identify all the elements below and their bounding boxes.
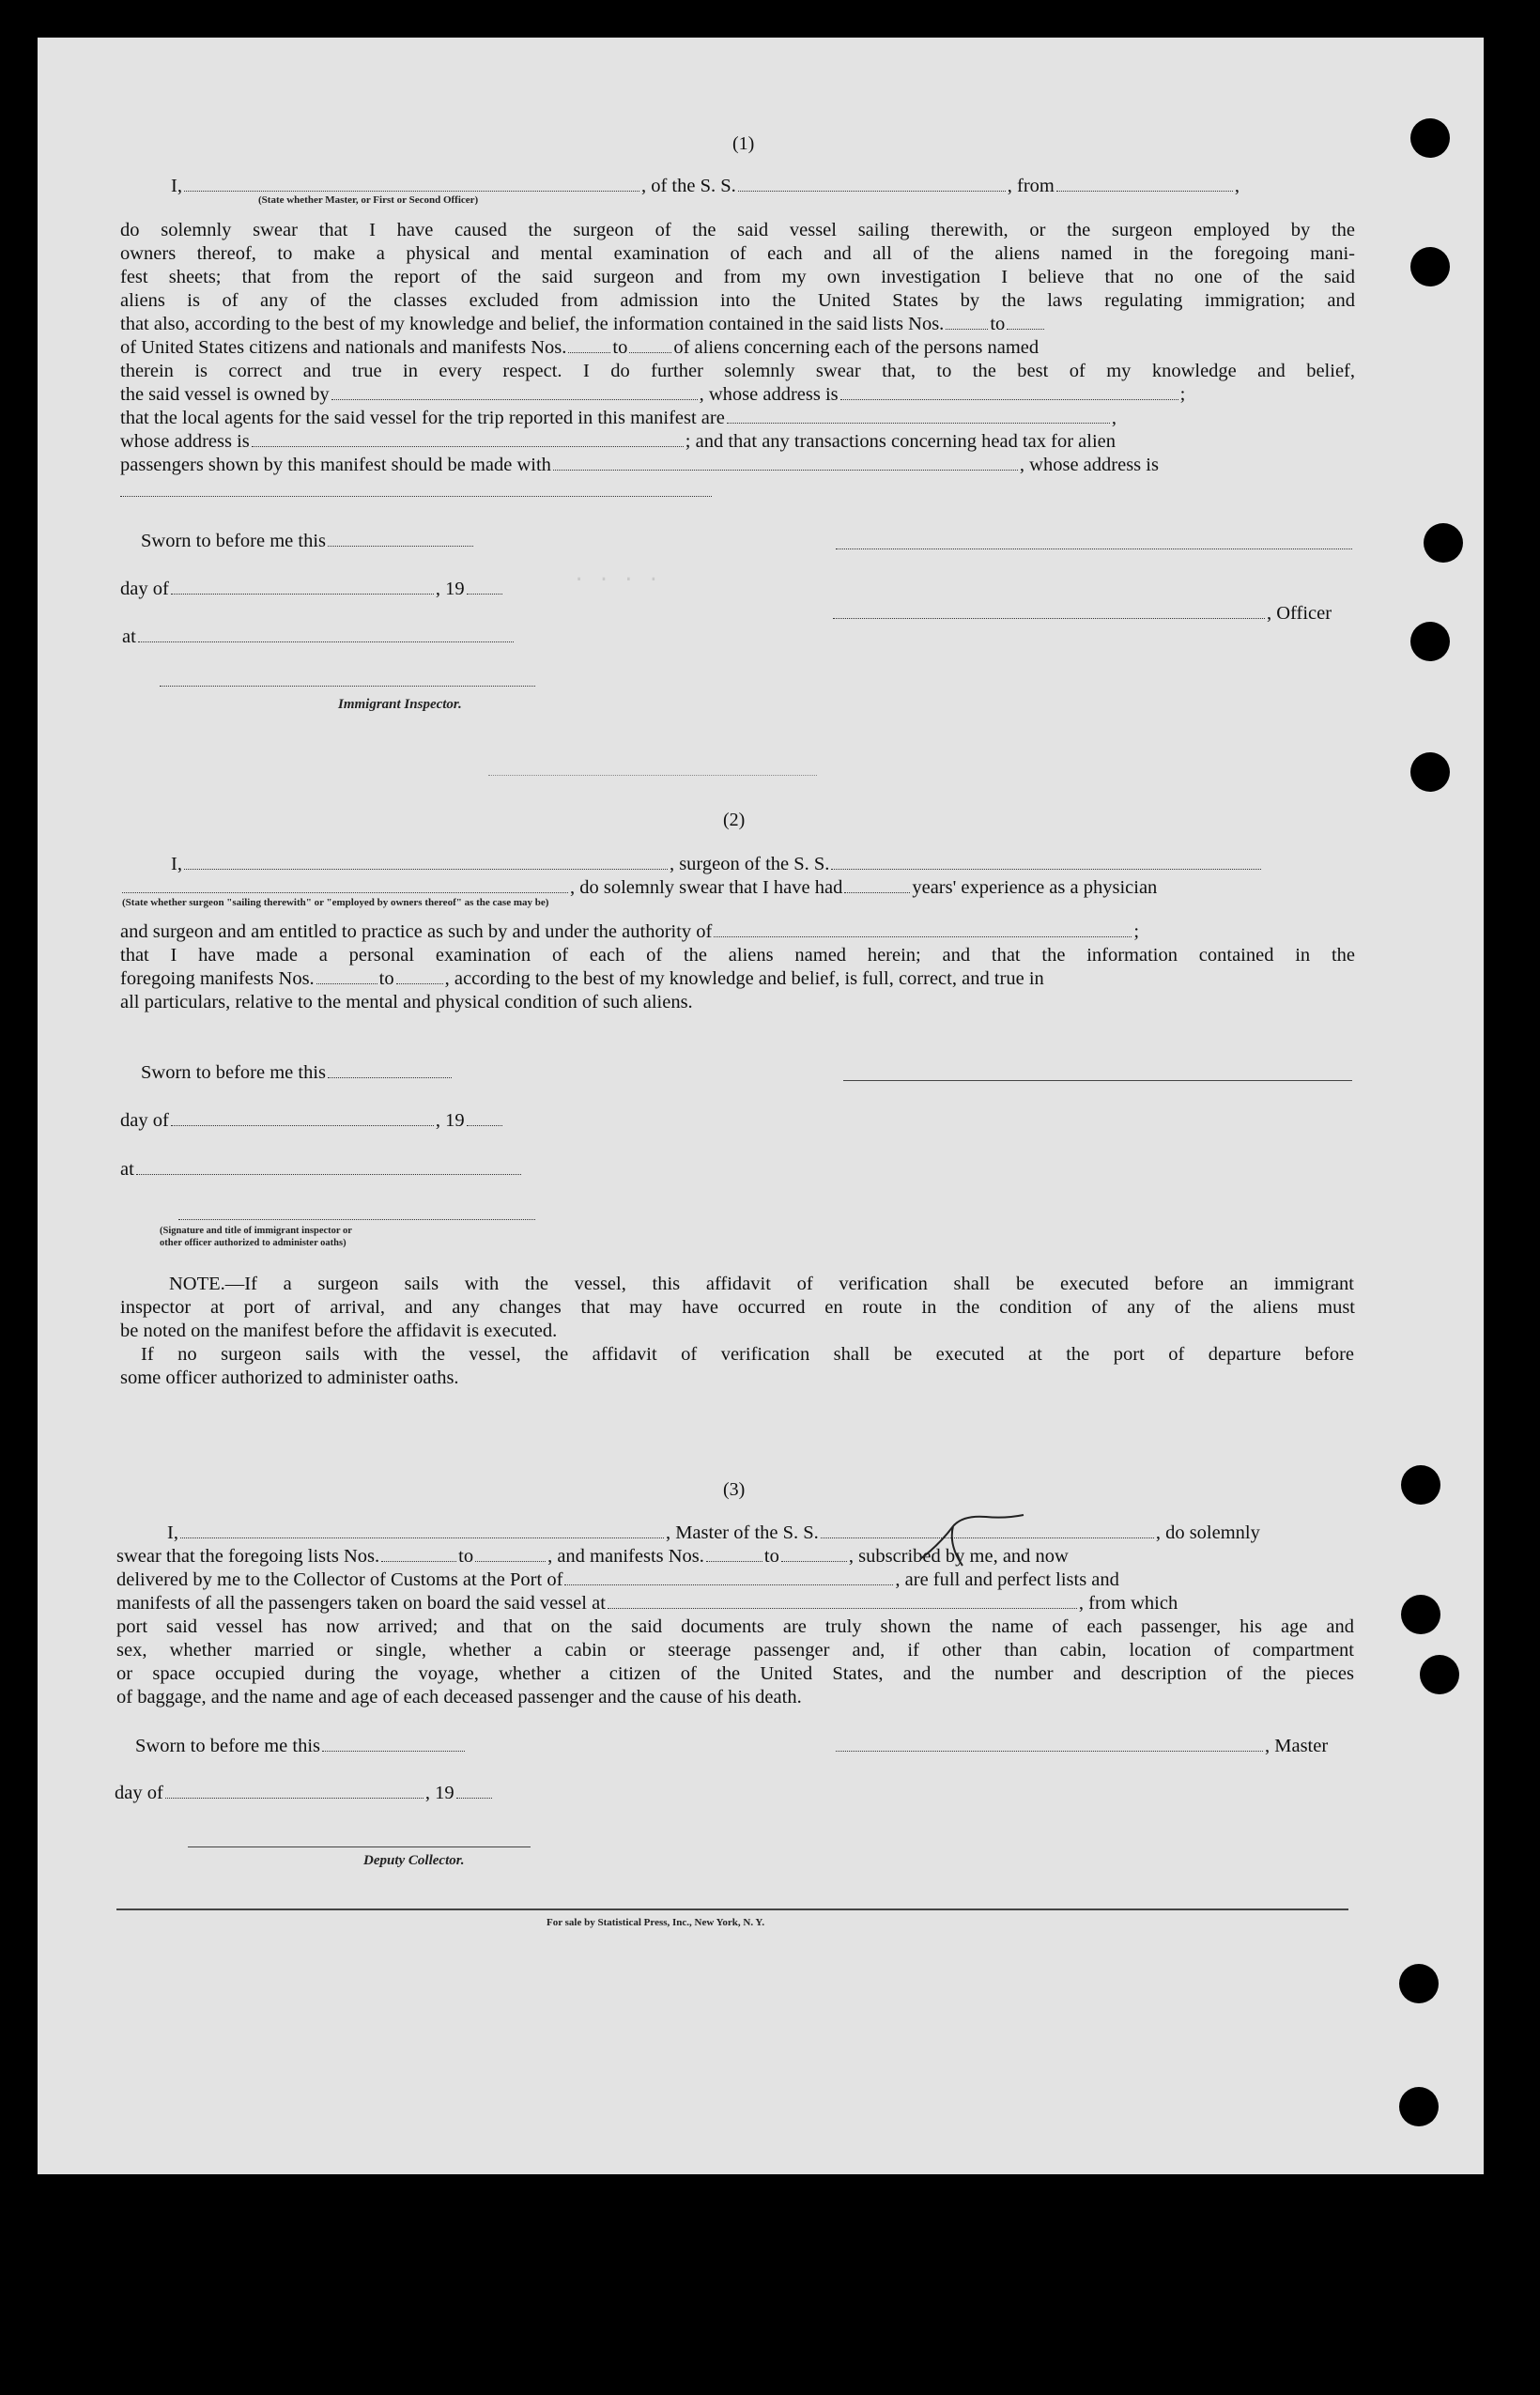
punch-hole <box>1410 247 1450 286</box>
s2-note-line: NOTE.—If a surgeon sails with the vessel, this affidavit of verification shall be executed before an immigrant <box>169 1274 1354 1294</box>
s1-whose-line: whose address is ; and that any transactions concerning head tax for alien <box>120 431 1116 452</box>
section-1-number: (1) <box>732 133 755 154</box>
s1-day: day of , 19 <box>120 578 504 600</box>
punch-hole <box>1399 2087 1439 2126</box>
s2-note-line: some officer authorized to administer oaths. <box>120 1367 459 1388</box>
footer-printer: For sale by Statistical Press, Inc., New York, N. Y. <box>547 1917 765 1928</box>
punch-hole <box>1401 1465 1440 1505</box>
s2-note-line: inspector at port of arrival, and any changes that may have occurred en route in the condition of any of the aliens must <box>120 1297 1355 1318</box>
s1-caption-officer: (State whether Master, or First or Second Officer) <box>258 194 479 206</box>
s2-para-line: all particulars, relative to the mental and physical condition of such aliens. <box>120 992 693 1012</box>
s1-para-line: therein is correct and true in every respect. I do further solemnly swear that, to the best of my knowledge and belief, <box>120 361 1355 381</box>
s2-manifests-line: foregoing manifests Nos. to , according to the best of my knowledge and belief, is full, correct, and true in <box>120 968 1044 989</box>
s3-sworn: Sworn to before me this <box>135 1735 467 1757</box>
s3-master: , Master <box>834 1735 1328 1757</box>
s3-line2: swear that the foregoing lists Nos. to , and manifests Nos. to , subscribed by me, and now <box>116 1546 1069 1567</box>
s2-authority-line: and surgeon and am entitled to practice as such by and under the authority of ; <box>120 921 1140 942</box>
s1-para-line: do solemnly swear that I have caused the surgeon of the said vessel sailing therewith, or the surgeon employed by the <box>120 220 1355 240</box>
punch-hole <box>1410 118 1450 158</box>
s3-para-line: or space occupied during the voyage, whether a citizen of the United States, and the number and description of the pieces <box>116 1663 1354 1684</box>
s3-deputy-collector: Deputy Collector. <box>363 1853 465 1868</box>
s1-line1: I, , of the S. S. , from , <box>171 176 1240 196</box>
s1-agents-line: that the local agents for the said vessel for the trip reported in this manifest are , <box>120 408 1116 428</box>
punch-hole <box>1424 523 1463 563</box>
s1-manifests-line: of United States citizens and nationals and manifests Nos. to of aliens concerning each of the persons named <box>120 337 1040 358</box>
punch-hole <box>1401 1595 1440 1634</box>
s2-para-line: that I have made a personal examination of each of the aliens named herein; and that the information contained in the <box>120 945 1355 966</box>
s3-day: day of , 19 <box>115 1782 494 1804</box>
s1-at: at <box>122 626 516 648</box>
s2-note-line: If no surgeon sails with the vessel, the affidavit of verification shall be executed at the port of departure before <box>141 1344 1354 1365</box>
s2-line1: I, , surgeon of the S. S. <box>171 853 1263 875</box>
punch-hole <box>1399 1964 1439 2003</box>
s2-line2: , do solemnly swear that I have had years' experience as a physician <box>120 876 1157 899</box>
s2-at: at <box>120 1158 523 1181</box>
s1-lists-line: that also, according to the best of my knowledge and belief, the information contained in the said lists Nos. to <box>120 313 1046 335</box>
punch-hole <box>1410 752 1450 792</box>
s2-caption: (State whether surgeon "sailing therewith" or "employed by owners thereof" as the case may be) <box>122 897 549 908</box>
s3-para-line: of baggage, and the name and age of each deceased passenger and the cause of his death. <box>116 1687 802 1707</box>
s1-para-line: owners thereof, to make a physical and mental examination of each and all of the aliens named in the foregoing mani- <box>120 243 1355 264</box>
s3-para-line: sex, whether married or single, whether a cabin or steerage passenger and, if other than cabin, location of compartment <box>116 1640 1354 1661</box>
s1-para-line: aliens is of any of the classes excluded from admission into the United States by the laws regulating immigration; and <box>120 290 1355 311</box>
s1-officer: , Officer <box>831 602 1332 625</box>
s3-para-line: port said vessel has now arrived; and that on the said documents are truly shown the name of each passenger, his age and <box>116 1616 1354 1637</box>
s1-para-line: fest sheets; that from the report of the said surgeon and from my own investigation I believe that no one of the said <box>120 267 1355 287</box>
s2-sworn: Sworn to before me this <box>141 1061 454 1084</box>
s2-sig-caption: other officer authorized to administer oaths) <box>160 1238 346 1248</box>
s1-owned-line: the said vessel is owned by , whose address is ; <box>120 384 1186 405</box>
s2-day: day of , 19 <box>120 1109 504 1132</box>
punch-hole <box>1420 1655 1459 1694</box>
s1-sworn: Sworn to before me this <box>141 530 475 552</box>
pen-scribble <box>911 1507 1033 1573</box>
section-3-number: (3) <box>723 1479 746 1500</box>
s1-immigrant-inspector: Immigrant Inspector. <box>338 697 462 712</box>
punch-hole <box>1410 622 1450 661</box>
s3-line3: delivered by me to the Collector of Customs at the Port of , are full and perfect lists and <box>116 1569 1119 1590</box>
s2-sig-caption: (Signature and title of immigrant inspector or <box>160 1226 352 1236</box>
s3-line1: I, , Master of the S. S. , do solemnly <box>167 1522 1260 1543</box>
section-2-number: (2) <box>723 810 746 830</box>
s3-line4: manifests of all the passengers taken on board the said vessel at , from which <box>116 1593 1178 1614</box>
s1-transactions-line: passengers shown by this manifest should be made with , whose address is <box>120 455 1159 475</box>
s2-note-line: be noted on the manifest before the affidavit is executed. <box>120 1321 558 1341</box>
